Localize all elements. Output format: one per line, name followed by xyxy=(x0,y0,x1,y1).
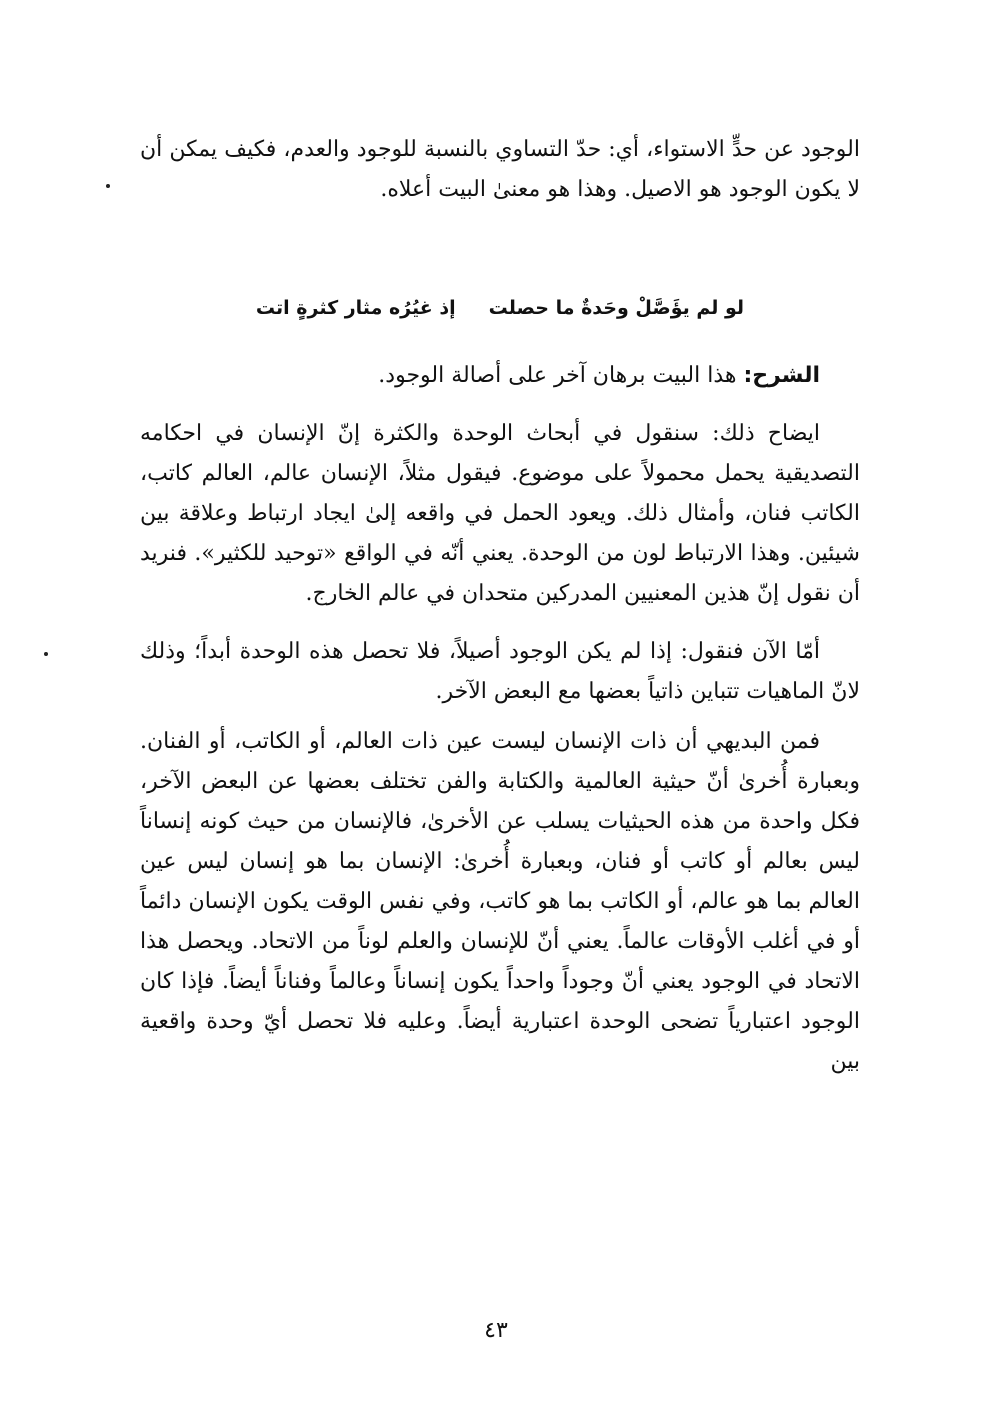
paragraph-obvious xyxy=(140,722,860,1082)
body-text xyxy=(140,356,860,1092)
margin-dot xyxy=(44,652,48,656)
intro-text: الوجود عن حدٍّ الاستواء، أي: حدّ التساوي بالنسبة للوجود والعدم، فكيف يمكن أن لا يكون الوجود هو الاصيل. وهذا هو معنىٰ البيت أعلاه. xyxy=(140,137,860,202)
page-number: ٤٣ xyxy=(484,1318,508,1343)
sharh-label: الشرح: xyxy=(743,363,820,388)
paragraph-lead: ايضاح ذلك: xyxy=(712,421,821,446)
sharh-text: هذا البيت برهان آخر على أصالة الوجود. xyxy=(378,363,737,388)
paragraph-text: أمّا الآن فنقول: إذا لم يكن الوجود أصيلاً، فلا تحصل هذه الوحدة أبداً؛ وذلك لانّ الماهيات تتباين ذاتياً بعضها مع البعض الآخر. xyxy=(140,639,860,704)
intro-paragraph xyxy=(140,130,860,210)
paragraph-text: سنقول في أبحاث الوحدة والكثرة إنّ الإنسان في احكامه التصديقية يحمل محمولاً على موضوع. فيقول مثلاً، الإنسان عالم، العالم كاتب، الكاتب فنان، وأمثال ذلك. ويعود الحمل في واقعه إلىٰ ايجاد ارتباط وعلاقة بين شيئين. وهذا الارتباط لون من الوحدة. يعني أنّه في الواقع «توحيد للكثير». فنريد أن نقول إنّ هذين المعنيين المدركين متحدان في عالم الخارج. xyxy=(140,421,860,606)
margin-dot xyxy=(106,184,110,188)
verse-hemistich-1: لو لم يؤَصَّلْ وحَدةٌ ما حصلت xyxy=(488,297,745,319)
sharh-paragraph xyxy=(140,356,860,396)
paragraph-now xyxy=(140,632,860,712)
paragraph-text: فمن البديهي أن ذات الإنسان ليست عين ذات العالم، أو الكاتب، أو الفنان. وبعبارة أُخرىٰ أنّ حيثية العالمية والكتابة والفن تختلف بعضها عن البعض الآخر، فكل واحدة من هذه الحيثيات يسلب عن الأخرىٰ، فالإنسان من حيث كونه إنساناً ليس بعالم أو كاتب أو فنان، وبعبارة أُخرىٰ: الإنسان بما هو إنسان ليس عين العالم بما هو عالم، أو الكاتب بما هو كاتب، وفي نفس الوقت يكون الإنسان دائماً أو في أغلب الأوقات عالماً. يعني أنّ للإنسان والعلم لوناً من الاتحاد. ويحصل هذا الاتحاد في الوجود يعني أنّ وجوداً واحداً يكون إنساناً وعالماً وفناناً أيضاً. فإذا كان الوجود اعتبارياً تضحى الوحدة اعتبارية أيضاً. وعليه فلا تحصل أيّ وحدة واقعية بين xyxy=(140,729,861,1074)
paragraph-explanation xyxy=(140,414,860,614)
poem-verse xyxy=(140,288,860,328)
verse-hemistich-2: إذ غيُرُه مثار كثرةٍ اتت xyxy=(255,297,456,319)
